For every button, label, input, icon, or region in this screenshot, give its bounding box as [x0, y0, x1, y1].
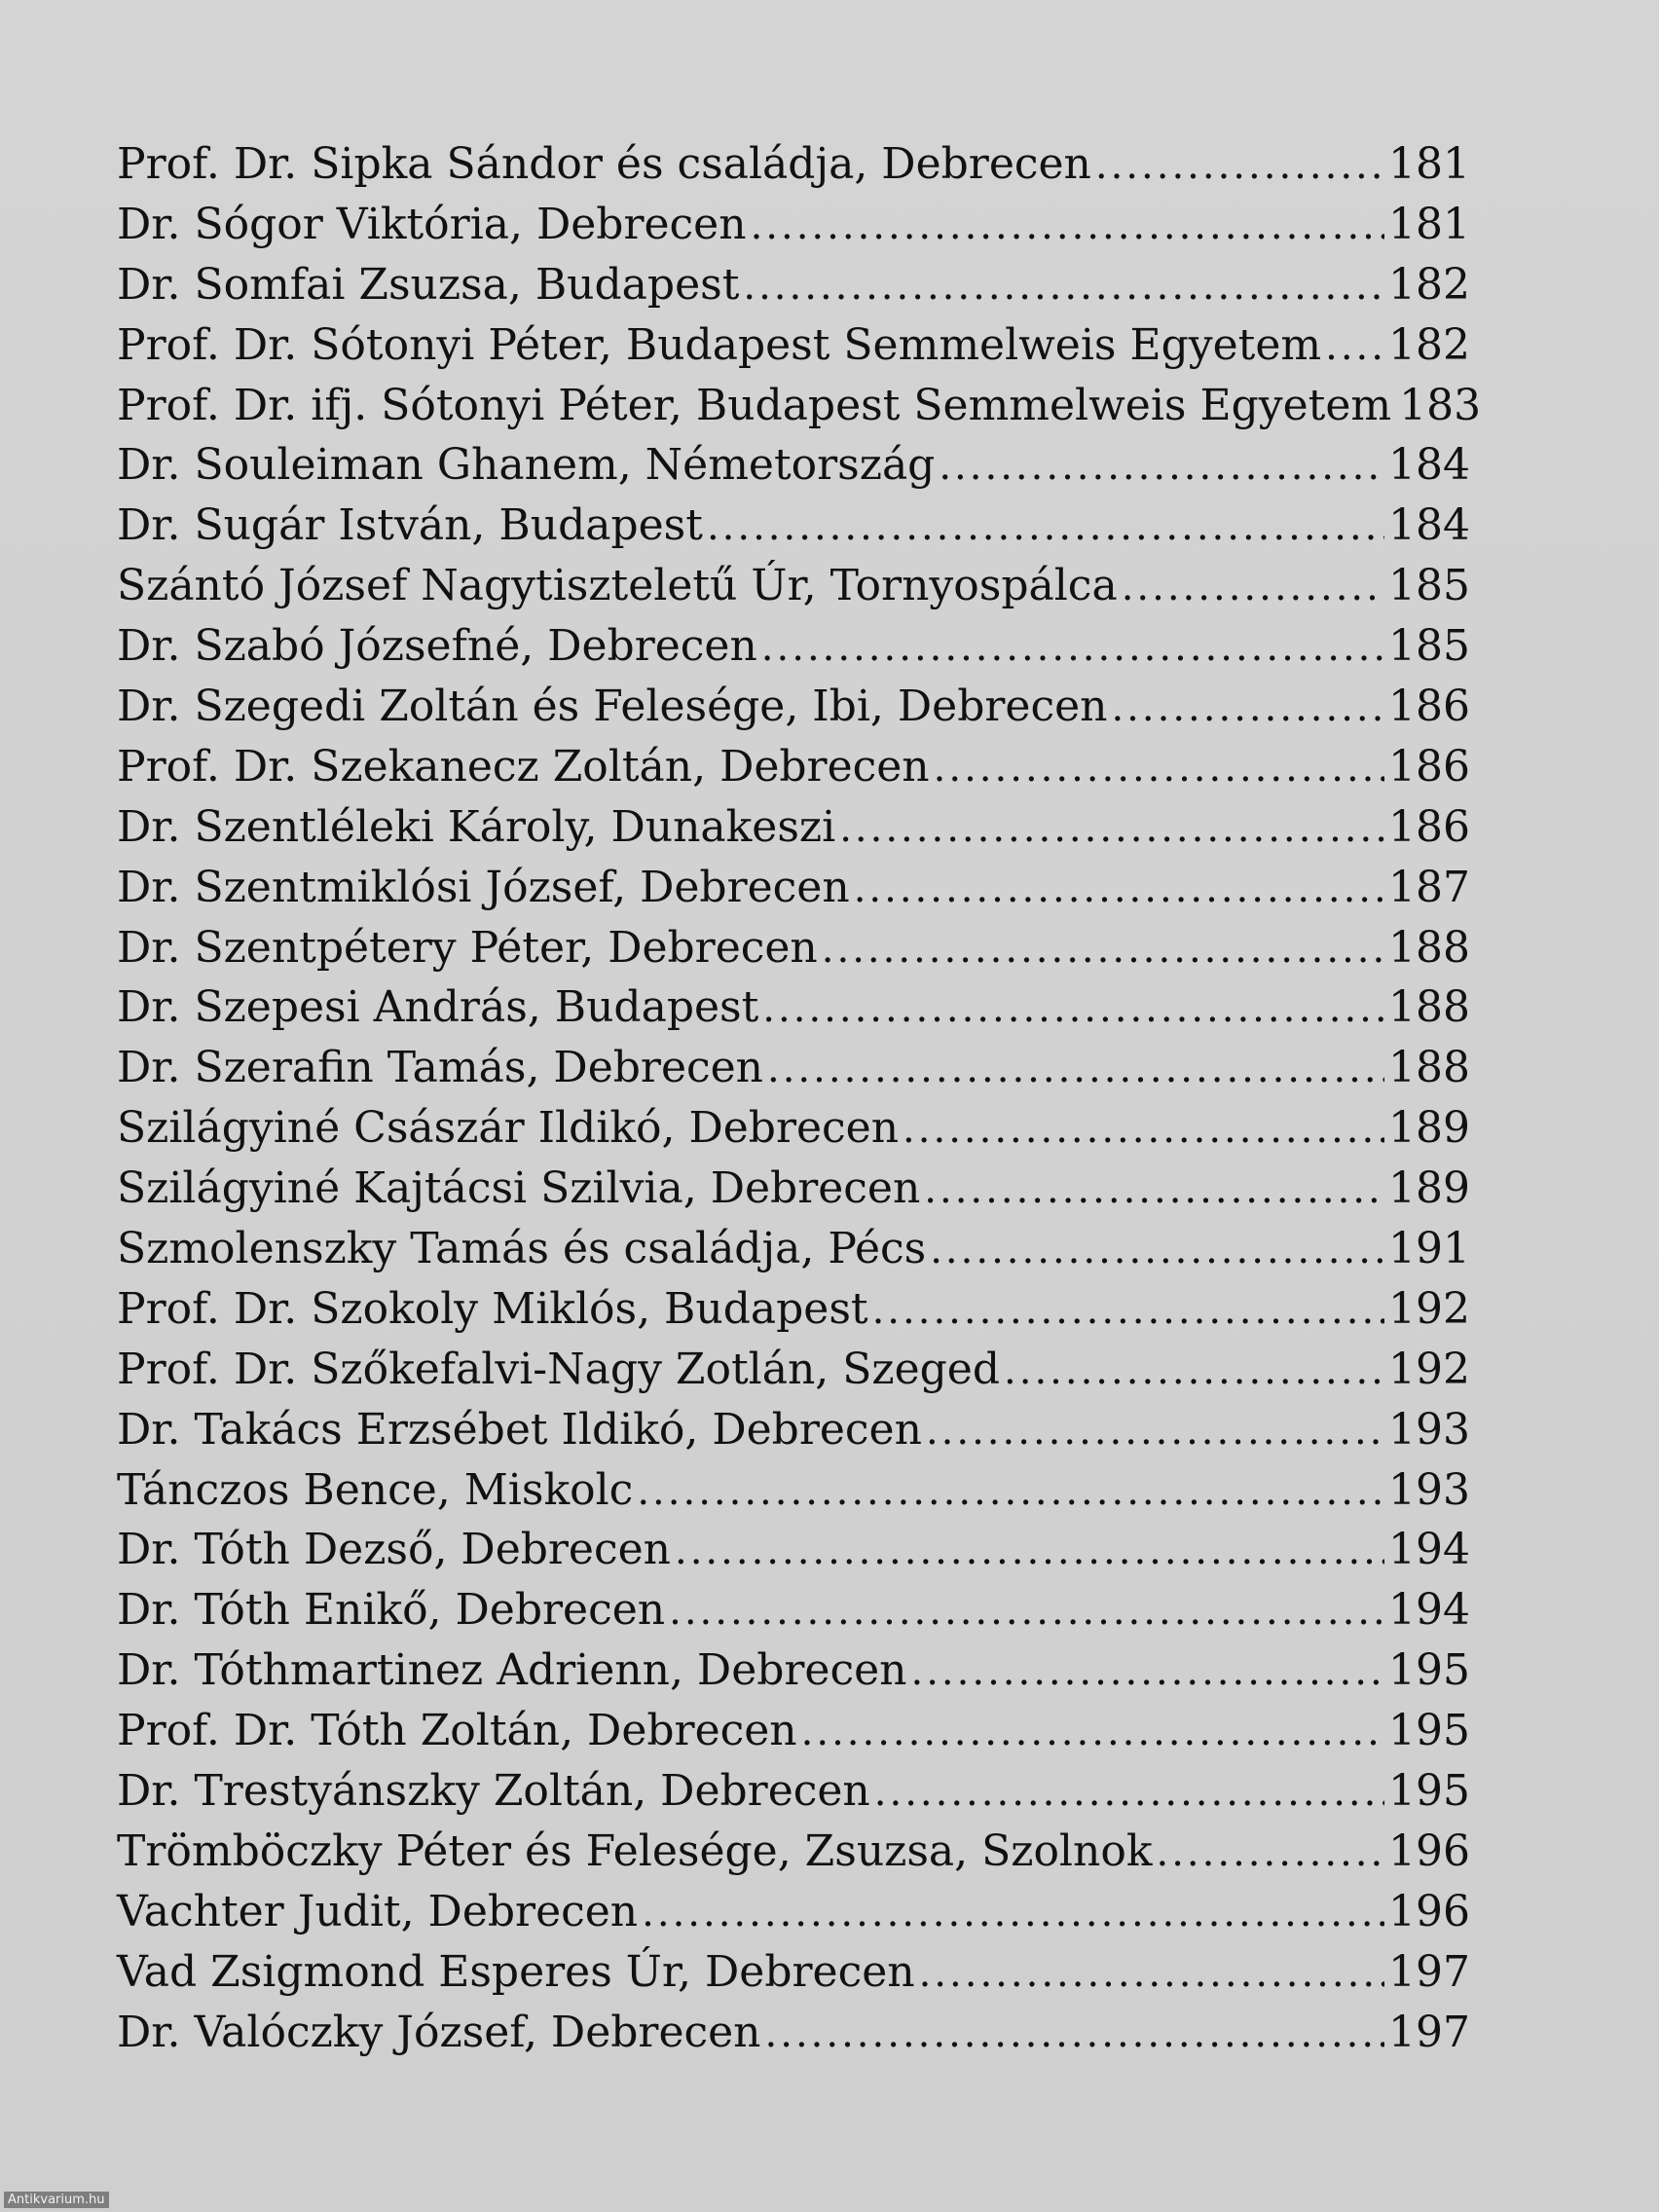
toc-entry — [117, 255, 1470, 315]
entry-name: Dr. Tóth Enikő, Debrecen — [117, 1585, 666, 1636]
entry-name: Vachter Judit, Debrecen — [117, 1886, 639, 1936]
entry-name: Dr. Szentmiklósi József, Debrecen — [117, 862, 850, 912]
toc-entry — [117, 1159, 1470, 1219]
toc-entry — [117, 616, 1470, 677]
entry-name: Tánczos Bence, Miskolc — [117, 1464, 634, 1515]
toc-entry — [117, 1460, 1470, 1521]
entry-name: Dr. Szerafin Tamás, Debrecen — [117, 1043, 763, 1093]
toc-entry — [117, 496, 1470, 556]
dot-leader — [874, 1763, 1384, 1824]
entry-page-number: 192 — [1388, 1283, 1470, 1334]
dot-leader — [765, 2005, 1385, 2065]
entry-page-number: 188 — [1388, 982, 1470, 1033]
toc-entry — [117, 1098, 1470, 1159]
entry-name: Prof. Dr. Szőkefalvi-Nagy Zotlán, Szeged — [117, 1344, 1001, 1394]
entry-page-number: 182 — [1388, 319, 1470, 370]
toc-entry — [117, 1822, 1470, 1882]
entry-page-number: 192 — [1388, 1344, 1470, 1394]
dot-leader — [767, 1040, 1384, 1100]
entry-name: Dr. Tóth Dezső, Debrecen — [117, 1525, 671, 1575]
entry-name: Dr. Szentléleki Károly, Dunakeszi — [117, 801, 836, 852]
entry-page-number: 196 — [1388, 1825, 1470, 1876]
entry-name: Szántó József Nagytiszteletű Úr, Tornyospálca — [117, 561, 1118, 611]
dot-leader — [1325, 317, 1384, 378]
toc-entry — [117, 1279, 1470, 1340]
dot-leader — [939, 437, 1384, 498]
entry-name: Dr. Takács Erzsébet Ildikó, Debrecen — [117, 1404, 922, 1455]
dot-leader — [669, 1582, 1384, 1642]
toc-entry — [117, 2003, 1470, 2063]
toc-entry — [117, 858, 1470, 918]
entry-name: Szilágyiné Kajtácsi Szilvia, Debrecen — [117, 1163, 921, 1214]
toc-entry — [117, 556, 1470, 616]
entry-page-number: 184 — [1388, 500, 1470, 551]
entry-page-number: 186 — [1388, 801, 1470, 852]
toc-entry — [117, 918, 1470, 978]
dot-leader — [924, 1161, 1384, 1221]
toc-entry — [117, 134, 1470, 195]
entry-page-number: 181 — [1388, 199, 1470, 249]
toc-entry — [117, 1400, 1470, 1460]
entry-page-number: 195 — [1388, 1645, 1470, 1696]
dot-leader — [675, 1522, 1384, 1582]
entry-name: Dr. Souleiman Ghanem, Németország — [117, 440, 936, 491]
entry-page-number: 183 — [1399, 380, 1482, 430]
entry-page-number: 187 — [1388, 862, 1470, 912]
entry-name: Prof. Dr. Sótonyi Péter, Budapest Semmelweis Egyetem — [117, 319, 1322, 370]
entry-name: Dr. Tóthmartinez Adrienn, Debrecen — [117, 1645, 907, 1696]
dot-leader — [751, 197, 1384, 257]
toc-entry — [117, 797, 1470, 858]
dot-leader — [903, 1100, 1384, 1161]
toc-entry — [117, 1882, 1470, 1942]
entry-name: Dr. Sugár István, Budapest — [117, 500, 703, 551]
entry-page-number: 194 — [1388, 1525, 1470, 1575]
entry-page-number: 197 — [1388, 2007, 1470, 2057]
dot-leader — [707, 498, 1384, 558]
toc-entry — [117, 315, 1470, 376]
entry-page-number: 184 — [1388, 440, 1470, 491]
entry-page-number: 188 — [1388, 1043, 1470, 1093]
entry-name: Prof. Dr. Tóth Zoltán, Debrecen — [117, 1706, 797, 1756]
toc-entry — [117, 435, 1470, 496]
entry-page-number: 181 — [1388, 139, 1470, 189]
entry-page-number: 197 — [1388, 1946, 1470, 1997]
dot-leader — [1157, 1824, 1385, 1884]
entry-page-number: 193 — [1388, 1404, 1470, 1455]
dot-leader — [854, 860, 1384, 920]
dot-leader — [919, 1944, 1384, 2005]
dot-leader — [743, 257, 1384, 317]
dot-leader — [762, 979, 1384, 1040]
toc-entry — [117, 1038, 1470, 1098]
watermark: Antikvarium.hu — [4, 2192, 109, 2208]
entry-name: Dr. Szentpétery Péter, Debrecen — [117, 922, 818, 973]
entry-page-number: 195 — [1388, 1706, 1470, 1756]
entry-page-number: 189 — [1388, 1103, 1470, 1154]
entry-name: Dr. Szabó Józsefné, Debrecen — [117, 621, 757, 672]
entry-page-number: 194 — [1388, 1585, 1470, 1636]
toc-entry — [117, 737, 1470, 797]
toc-entry — [117, 1942, 1470, 2003]
entry-name: Prof. Dr. Szekanecz Zoltán, Debrecen — [117, 741, 930, 792]
table-of-contents — [117, 134, 1482, 2063]
entry-name: Szilágyiné Császár Ildikó, Debrecen — [117, 1103, 900, 1154]
entry-name: Dr. Trestyánszky Zoltán, Debrecen — [117, 1766, 870, 1817]
dot-leader — [761, 618, 1384, 679]
dot-leader — [930, 1221, 1384, 1281]
dot-leader — [642, 1884, 1384, 1944]
entry-name: Trömböczky Péter és Felesége, Zsuzsa, Szolnok — [117, 1825, 1153, 1876]
toc-entry — [117, 1641, 1470, 1701]
toc-entry — [117, 1580, 1470, 1641]
toc-entry — [117, 376, 1482, 436]
dot-leader — [1111, 679, 1384, 739]
toc-entry — [117, 1520, 1470, 1580]
dot-leader — [934, 739, 1384, 799]
entry-name: Vad Zsigmond Esperes Úr, Debrecen — [117, 1946, 915, 1997]
dot-leader — [872, 1281, 1384, 1342]
toc-entry — [117, 195, 1470, 255]
toc-entry — [117, 1340, 1470, 1400]
dot-leader — [1004, 1342, 1384, 1402]
entry-name: Dr. Valóczky József, Debrecen — [117, 2007, 761, 2057]
entry-page-number: 193 — [1388, 1464, 1470, 1515]
entry-page-number: 186 — [1388, 682, 1470, 732]
dot-leader — [839, 799, 1384, 860]
entry-name: Prof. Dr. ifj. Sótonyi Péter, Budapest Semmelweis Egyetem — [117, 380, 1392, 430]
entry-name: Dr. Szegedi Zoltán és Felesége, Ibi, Debrecen — [117, 682, 1108, 732]
entry-name: Szmolenszky Tamás és családja, Pécs — [117, 1224, 927, 1274]
dot-leader — [911, 1642, 1385, 1703]
dot-leader — [926, 1402, 1384, 1462]
dot-leader — [637, 1462, 1384, 1523]
entry-name: Prof. Dr. Sipka Sándor és családja, Debrecen — [117, 139, 1091, 189]
toc-entry — [117, 977, 1470, 1038]
entry-page-number: 196 — [1388, 1886, 1470, 1936]
toc-entry — [117, 1219, 1470, 1279]
dot-leader — [1095, 136, 1384, 197]
entry-name: Dr. Szepesi András, Budapest — [117, 982, 759, 1033]
dot-leader — [801, 1703, 1384, 1763]
entry-name: Prof. Dr. Szokoly Miklós, Budapest — [117, 1283, 868, 1334]
entry-page-number: 182 — [1388, 259, 1470, 310]
entry-page-number: 191 — [1388, 1224, 1470, 1274]
entry-page-number: 186 — [1388, 741, 1470, 792]
entry-page-number: 185 — [1388, 561, 1470, 611]
entry-page-number: 188 — [1388, 922, 1470, 973]
dot-leader — [1122, 558, 1384, 618]
toc-entry — [117, 1761, 1470, 1822]
toc-entry — [117, 677, 1470, 737]
entry-name: Dr. Sógor Viktória, Debrecen — [117, 199, 747, 249]
entry-page-number: 189 — [1388, 1163, 1470, 1214]
toc-entry — [117, 1701, 1470, 1761]
entry-name: Dr. Somfai Zsuzsa, Budapest — [117, 259, 740, 310]
dot-leader — [822, 920, 1384, 980]
entry-page-number: 185 — [1388, 621, 1470, 672]
entry-page-number: 195 — [1388, 1766, 1470, 1817]
